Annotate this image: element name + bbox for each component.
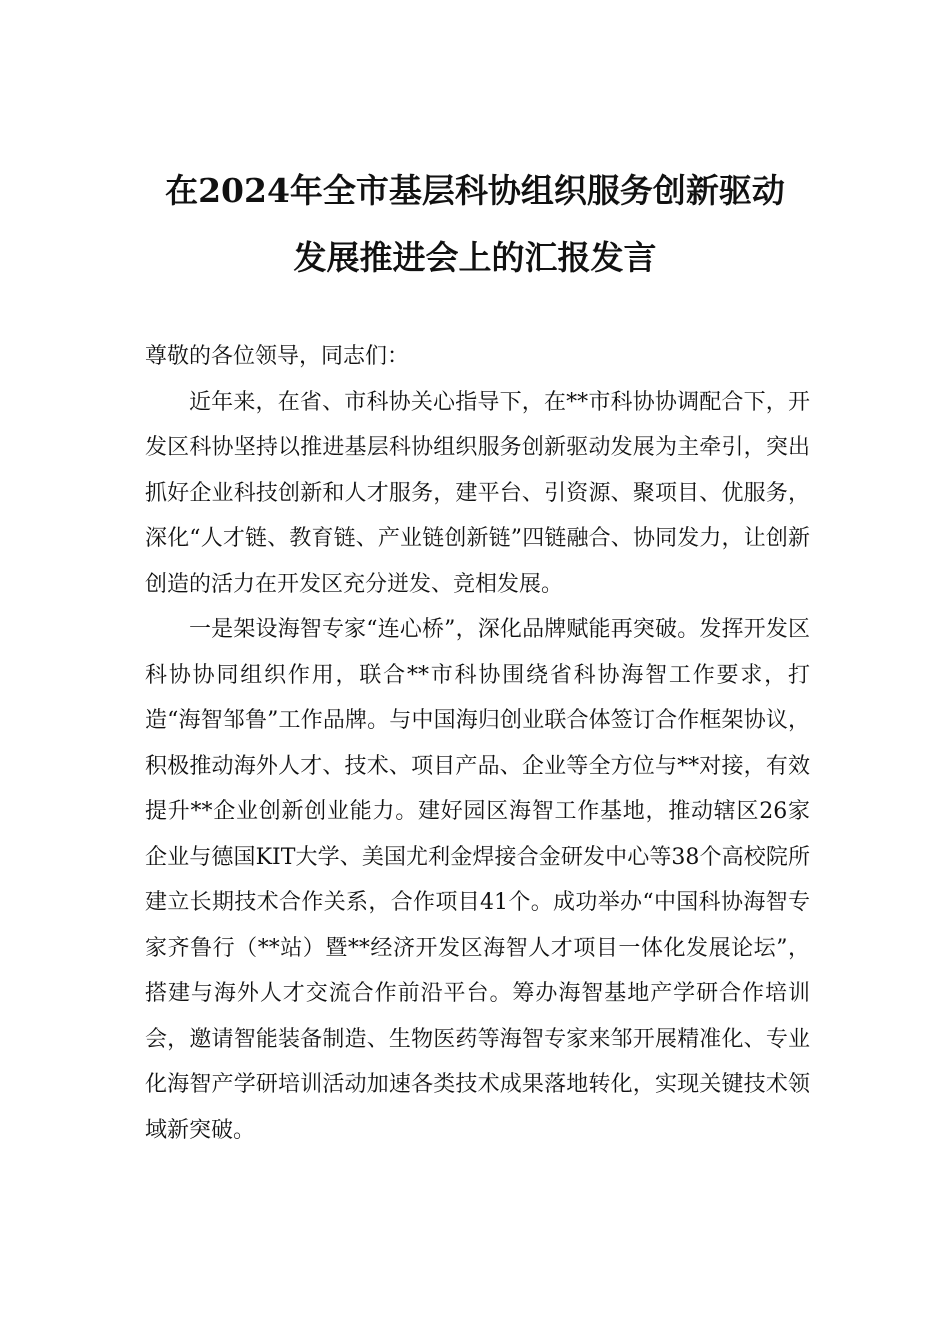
paragraph: 一是架设海智专家“连心桥”，深化品牌赋能再突破。发挥开发区科协协同组织作用，联合**市科协围绕省科协海智工作要求，打造“海智邹鲁”工作品牌。与中国海归创业联合体签订合作框架协议，积极推动海外人才、技术、项目产品、企业等全方位与**对接，有效提升**企业创新创业能力。建好园区海智工作基地，推动辖区26家企业与德国KIT大学、美国尤利金焊接合金研发中心等38个高校院所建立长期技术合作关系，合作项目41个。成功举办“中国科协海智专家齐鲁行（**站）暨**经济开发区海智人才项目一体化发展论坛”，搭建与海外人才交流合作前沿平台。筹办海智基地产学研合作培训会，邀请智能装备制造、生物医药等海智专家来邹开展精准化、专业化海智产学研培训活动加速各类技术成果落地转化，实现关键技术领域新突破。 [145, 617, 810, 1143]
document-title-line-1: 在2024年全市基层科协组织服务创新驱动 [165, 171, 785, 210]
paragraph: 近年来，在省、市科协关心指导下，在**市科协协调配合下，开发区科协坚持以推进基层科协组织服务创新驱动发展为主牵引，突出抓好企业科技创新和人才服务，建平台、引资源、聚项目、优服务，深化“人才链、教育链、产业链创新链”四链融合、协同发力，让创新创造的活力在开发区充分迸发、竞相发展。 [145, 389, 810, 597]
salutation: 尊敬的各位领导，同志们： [145, 344, 410, 369]
document-body [145, 334, 810, 1153]
document-title-line-2: 发展推进会上的汇报发言 [293, 238, 657, 277]
